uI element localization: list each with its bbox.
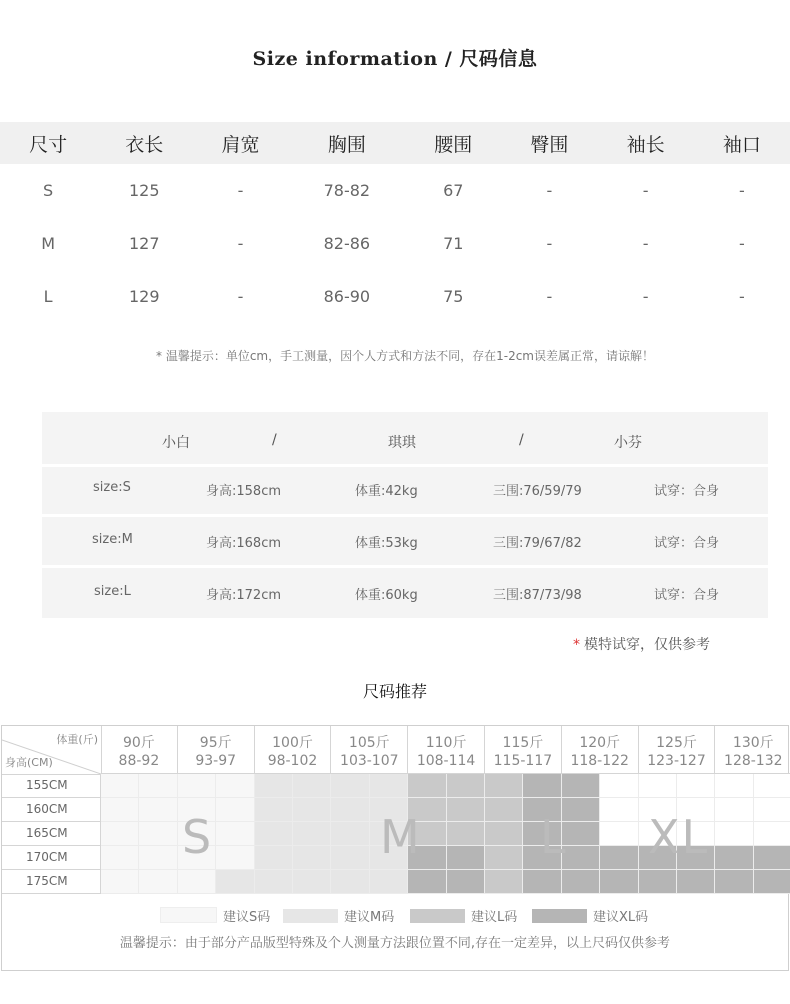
grid-cell: [639, 774, 677, 798]
grid-cell: [139, 846, 177, 870]
weight-range: 88-92: [118, 753, 160, 769]
table-cell: 78-82: [323, 181, 371, 200]
weight-jin: 110斤: [425, 735, 467, 751]
grid-cell: [101, 798, 139, 822]
recommendation-title: 尺码推荐: [362, 682, 427, 701]
model-name: 小芬: [614, 435, 642, 451]
grid-cell: [562, 870, 600, 894]
weight-column-header: [408, 726, 485, 774]
legend-item: [160, 906, 270, 925]
grid-corner: [2, 726, 102, 775]
model-note: [573, 634, 710, 654]
model-weight: 体重:53kg: [355, 536, 418, 551]
grid-cell: [293, 774, 331, 798]
weight-column-header: [101, 726, 178, 774]
table-cell: S: [43, 181, 54, 200]
grid-cell: [370, 870, 408, 894]
model-name: 琪琪: [388, 435, 416, 451]
grid-cell: [331, 798, 369, 822]
height-row-header: 175CM: [2, 870, 101, 894]
size-zone-label: L: [540, 810, 568, 864]
legend-item: [532, 906, 648, 925]
legend-label: 建议M码: [344, 910, 395, 925]
grid-cell: [101, 774, 139, 798]
grid-cell: [255, 846, 293, 870]
weight-jin: 115斤: [502, 735, 544, 751]
header-cell: 胸围: [289, 122, 406, 164]
model-fit: 试穿：合身: [654, 536, 720, 551]
table-cell: 75: [443, 287, 464, 306]
table-cell: -: [237, 287, 244, 306]
table-cell: -: [738, 234, 745, 253]
header-cell: 尺寸: [0, 122, 96, 164]
height-row-header: 155CM: [2, 774, 101, 798]
model-measurements: 三围:79/67/82: [493, 536, 582, 551]
table-cell: -: [546, 181, 553, 200]
legend-item: [283, 906, 394, 925]
model-size: size:L: [94, 584, 131, 599]
legend-item: [410, 906, 517, 925]
legend-swatch: [160, 907, 217, 923]
weight-column-header: [255, 726, 332, 774]
grid-cell: [600, 846, 638, 870]
grid-cell: [255, 822, 293, 846]
grid-cell: [331, 846, 369, 870]
grid-cell: [754, 774, 790, 798]
grid-cell: [408, 870, 446, 894]
grid-cell: [447, 798, 485, 822]
weight-range: 128-132: [724, 753, 783, 769]
model-weight: 体重:60kg: [355, 588, 418, 603]
weight-range: 98-102: [267, 753, 318, 769]
weight-range: 123-127: [647, 753, 706, 769]
grid-cell: [293, 822, 331, 846]
grid-cell: [216, 846, 254, 870]
grid-cell: [293, 870, 331, 894]
model-fit: 试穿：合身: [654, 588, 720, 603]
header-cell: 袖口: [694, 122, 790, 164]
model-height: 身高:168cm: [206, 536, 282, 551]
grid-cell: [331, 774, 369, 798]
size-zone-label: XL: [648, 810, 710, 864]
table-cell: M: [41, 234, 55, 253]
grid-cell: [600, 798, 638, 822]
grid-cell: [255, 774, 293, 798]
height-axis-label: 身高(CM): [5, 756, 53, 769]
table-cell: 86-90: [323, 287, 371, 306]
table-row: [0, 270, 790, 323]
divider: [42, 514, 768, 517]
grid-cell: [408, 774, 446, 798]
model-size: size:M: [92, 532, 133, 547]
grid-cell: [485, 774, 523, 798]
weight-range: 118-122: [570, 753, 629, 769]
grid-cell: [600, 774, 638, 798]
weight-range: 103-107: [340, 753, 399, 769]
divider: [42, 464, 768, 467]
table-cell: -: [738, 287, 745, 306]
grid-cell: [677, 774, 715, 798]
grid-note: 温馨提示：由于部分产品版型特殊及个人测量方法跟位置不同,存在一定差异，以上尺码仅供参考: [119, 936, 671, 951]
grid-cell: [754, 846, 790, 870]
weight-jin: 90斤: [122, 735, 155, 751]
name-separator: /: [272, 432, 277, 448]
grid-cell: [485, 822, 523, 846]
table-cell: 129: [129, 287, 160, 306]
grid-cell: [485, 870, 523, 894]
grid-cell: [216, 870, 254, 894]
size-zone-label: M: [380, 810, 422, 864]
model-measurements: 三围:87/73/98: [493, 588, 582, 603]
header-cell: 肩宽: [192, 122, 288, 164]
name-separator: /: [519, 432, 524, 448]
weight-column-header: [331, 726, 408, 774]
grid-cell: [293, 798, 331, 822]
table-cell: -: [642, 287, 649, 306]
weight-column-header: [178, 726, 255, 774]
weight-jin: 105斤: [348, 735, 390, 751]
table-cell: 82-86: [323, 234, 371, 253]
grid-cell: [216, 822, 254, 846]
size-zone-label: S: [182, 810, 214, 864]
grid-cell: [754, 822, 790, 846]
weight-jin: 100斤: [272, 735, 313, 751]
table-cell: -: [546, 234, 553, 253]
grid-cell: [255, 798, 293, 822]
weight-range: 93-97: [195, 753, 237, 769]
table-cell: L: [43, 287, 53, 306]
divider: [42, 565, 768, 568]
size-table-header: [0, 122, 790, 164]
grid-cell: [447, 846, 485, 870]
header-cell: 衣长: [96, 122, 192, 164]
weight-column-header: [715, 726, 790, 774]
grid-cell: [216, 774, 254, 798]
grid-cell: [754, 870, 790, 894]
header-cell: 袖长: [598, 122, 694, 164]
asterisk: *: [573, 637, 580, 653]
model-height: 身高:158cm: [206, 484, 282, 499]
grid-cell: [331, 822, 369, 846]
grid-cell: [101, 822, 139, 846]
header-cell: 臀围: [501, 122, 597, 164]
model-size: size:S: [93, 480, 131, 495]
size-table: [0, 122, 790, 323]
grid-cell: [523, 774, 561, 798]
grid-cell: [139, 774, 177, 798]
grid-cell: [178, 774, 216, 798]
grid-cell: [139, 870, 177, 894]
table-row: [0, 217, 790, 270]
legend-label: 建议L码: [471, 910, 518, 925]
model-panel: [42, 412, 768, 618]
model-name: 小白: [162, 435, 190, 451]
table-cell: -: [642, 181, 649, 200]
weight-jin: 120斤: [579, 735, 621, 751]
legend-swatch: [283, 909, 338, 923]
grid-cell: [447, 870, 485, 894]
grid-cell: [370, 774, 408, 798]
height-row-header: 170CM: [2, 846, 101, 870]
height-row-header: 160CM: [2, 798, 101, 822]
grid-cell: [101, 846, 139, 870]
weight-range: 108-114: [416, 753, 476, 769]
page-title: Size information / 尺码信息: [252, 48, 538, 70]
grid-cell: [101, 870, 139, 894]
grid-cell: [715, 798, 753, 822]
table-cell: -: [642, 234, 649, 253]
grid-cell: [523, 870, 561, 894]
grid-cell: [715, 846, 753, 870]
grid-cell: [447, 822, 485, 846]
legend-label: 建议XL码: [593, 910, 649, 925]
weight-axis-label: 体重(斤): [56, 733, 98, 746]
weight-column-header: [485, 726, 562, 774]
table-cell: -: [237, 181, 244, 200]
grid-cell: [255, 870, 293, 894]
header-cell: 腰围: [405, 122, 501, 164]
legend-swatch: [532, 909, 587, 923]
table-cell: 71: [443, 234, 464, 253]
grid-cell: [485, 798, 523, 822]
table-cell: -: [546, 287, 553, 306]
weight-jin: 95斤: [199, 735, 232, 751]
grid-cell: [139, 822, 177, 846]
legend-swatch: [410, 909, 465, 923]
grid-cell: [715, 870, 753, 894]
weight-column-header: [639, 726, 716, 774]
weight-jin: 130斤: [732, 735, 774, 751]
grid-cell: [485, 846, 523, 870]
grid-cell: [447, 774, 485, 798]
weight-column-header: [562, 726, 639, 774]
table-cell: 125: [129, 181, 160, 200]
grid-cell: [178, 870, 216, 894]
grid-cell: [600, 822, 638, 846]
model-fit: 试穿：合身: [654, 484, 720, 499]
grid-cell: [715, 774, 753, 798]
grid-cell: [139, 798, 177, 822]
height-row-header: 165CM: [2, 822, 101, 846]
legend: [0, 906, 790, 924]
model-measurements: 三围:76/59/79: [493, 484, 582, 499]
grid-cell: [216, 798, 254, 822]
table-cell: 67: [443, 181, 464, 200]
grid-cell: [562, 774, 600, 798]
table-cell: -: [237, 234, 244, 253]
legend-label: 建议S码: [223, 910, 271, 925]
grid-cell: [331, 870, 369, 894]
table-cell: 127: [129, 234, 160, 253]
weight-jin: 125斤: [656, 735, 697, 751]
grid-cell: [715, 822, 753, 846]
model-height: 身高:172cm: [206, 588, 282, 603]
model-weight: 体重:42kg: [355, 484, 418, 499]
model-note-text: 模特试穿，仅供参考: [584, 637, 710, 653]
grid-cell: [293, 846, 331, 870]
grid-cell: [639, 870, 677, 894]
table-row: [0, 164, 790, 217]
measurement-note: * 温馨提示：单位cm，手工测量，因个人方式和方法不同，存在1-2cm误差属正常，请谅解！: [156, 349, 654, 363]
grid-cell: [754, 798, 790, 822]
table-cell: -: [738, 181, 745, 200]
weight-range: 115-117: [493, 753, 553, 769]
grid-cell: [600, 870, 638, 894]
grid-cell: [677, 870, 715, 894]
